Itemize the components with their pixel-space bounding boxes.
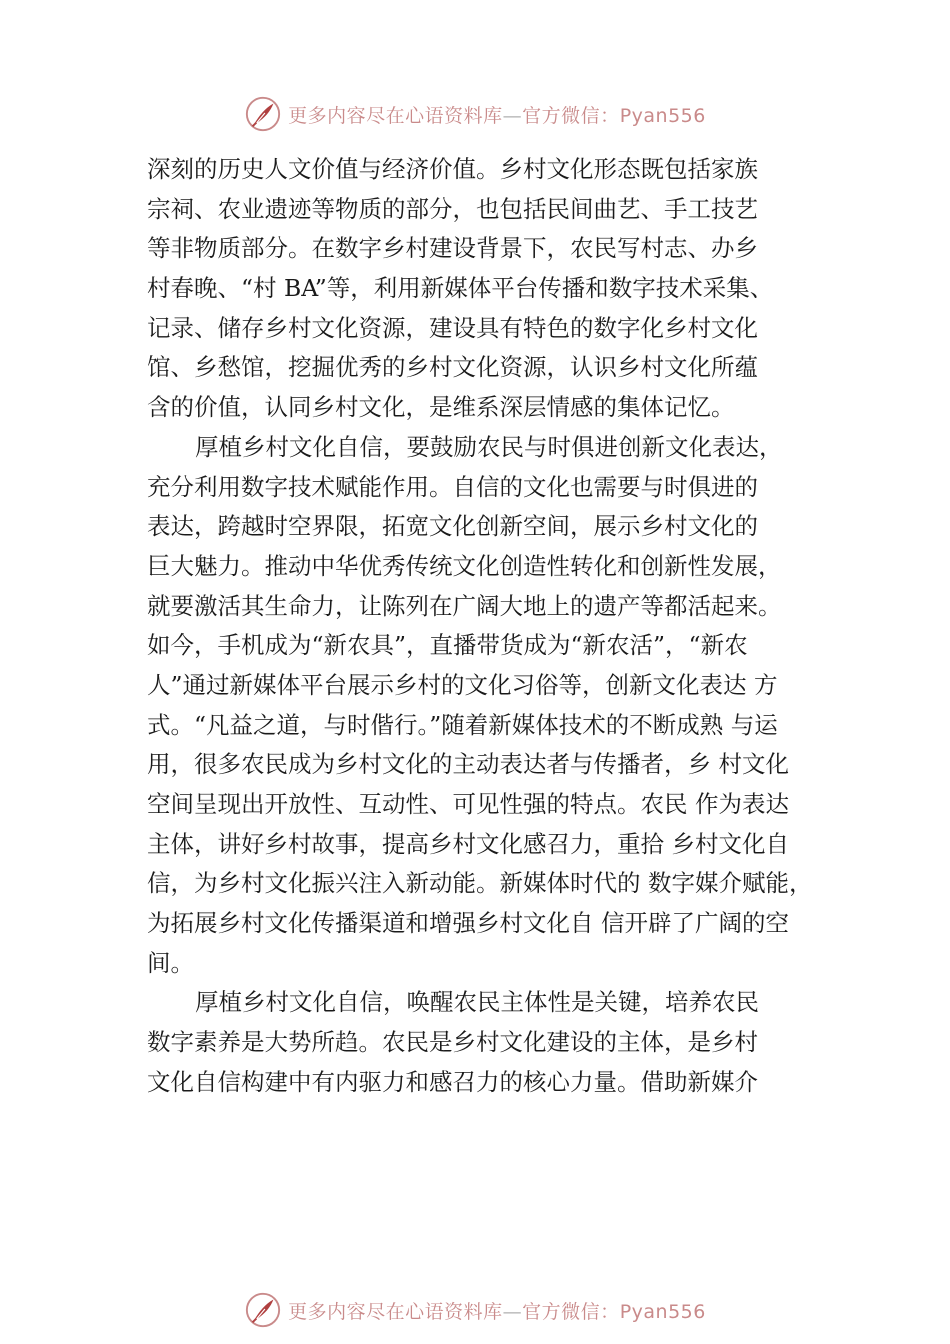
text-line: 含的价值，认同乡村文化，是维系深层情感的集体记忆。 xyxy=(147,393,735,422)
text-line: 就要激活其生命力，让陈列在广阔大地上的遗产等都活起来。 xyxy=(147,591,782,620)
document-body xyxy=(147,150,837,1103)
banner-wechat-id: Pyan556 xyxy=(619,104,706,127)
text-line: 空间呈现出开放性、互动性、可见性强的特点。农民 作为表达 xyxy=(147,790,789,818)
text-line: 主体，讲好乡村故事，提高乡村文化感召力，重拾 乡村文化自 xyxy=(147,829,789,858)
banner-separator: — xyxy=(502,104,523,127)
feather-pen-logo-icon xyxy=(244,1291,282,1329)
text-line: 数字素养是大势所趋。农民是乡村文化建设的主体，是乡村 xyxy=(147,1028,758,1057)
text-line: 用，很多农民成为乡村文化的主动表达者与传播者，乡 村文化 xyxy=(147,750,789,779)
text-line: 馆、乡愁馆，挖掘优秀的乡村文化资源，认识乡村文化所蕴 xyxy=(147,353,758,382)
banner-text xyxy=(288,101,706,128)
banner-text xyxy=(288,1297,706,1324)
banner-separator: — xyxy=(502,1300,523,1323)
banner-wechat-label: 官方微信： xyxy=(522,104,620,127)
banner-wechat-label: 官方微信： xyxy=(522,1300,620,1323)
text-line: 信，为乡村文化振兴注入新动能。新媒体时代的 数字媒介赋能， xyxy=(147,869,813,898)
feather-pen-logo-icon xyxy=(244,95,282,133)
text-line: 宗祠、农业遗迹等物质的部分，也包括民间曲艺、手工技艺 xyxy=(147,194,758,223)
text-line: 为拓展乡村文化传播渠道和增强乡村文化自 信开辟了广阔的空 xyxy=(147,909,789,938)
header-banner xyxy=(0,94,950,134)
text-line: 文化自信构建中有内驱力和感召力的核心力量。借助新媒介 xyxy=(147,1067,758,1096)
text-line: 厚植乡村文化自信，唤醒农民主体性是关键，培养农民 xyxy=(195,988,759,1017)
text-line: 记录、储存乡村文化资源，建设具有特色的数字化乡村文化 xyxy=(147,313,758,342)
text-line: 厚植乡村文化自信，要鼓励农民与时俱进创新文化表达， xyxy=(195,432,783,461)
banner-main-text: 更多内容尽在心语资料库 xyxy=(288,104,503,127)
text-line: 巨大魅力。推动中华优秀传统文化创造性转化和创新性发展， xyxy=(147,551,782,580)
text-line: 间。 xyxy=(147,948,194,977)
text-line: 村春晚、“村 BA”等，利用新媒体平台传播和数字技术采集、 xyxy=(147,274,774,303)
text-line: 式。“凡益之道，与时偕行。”随着新媒体技术的不断成熟 与运 xyxy=(147,710,778,739)
text-line: 人”通过新媒体平台展示乡村的文化习俗等，创新文化表达 方 xyxy=(147,670,778,699)
text-line: 等非物质部分。在数字乡村建设背景下，农民写村志、办乡 xyxy=(147,234,758,263)
text-line: 表达，跨越时空界限，拓宽文化创新空间，展示乡村文化的 xyxy=(147,512,758,541)
footer-banner xyxy=(0,1290,950,1330)
text-line: 充分利用数字技术赋能作用。自信的文化也需要与时俱进的 xyxy=(147,472,758,501)
text-line: 如今，手机成为“新农具”，直播带货成为“新农活”，“新农 xyxy=(147,631,748,660)
banner-main-text: 更多内容尽在心语资料库 xyxy=(288,1300,503,1323)
text-line: 深刻的历史人文价值与经济价值。乡村文化形态既包括家族 xyxy=(147,155,758,183)
banner-wechat-id: Pyan556 xyxy=(619,1300,706,1323)
